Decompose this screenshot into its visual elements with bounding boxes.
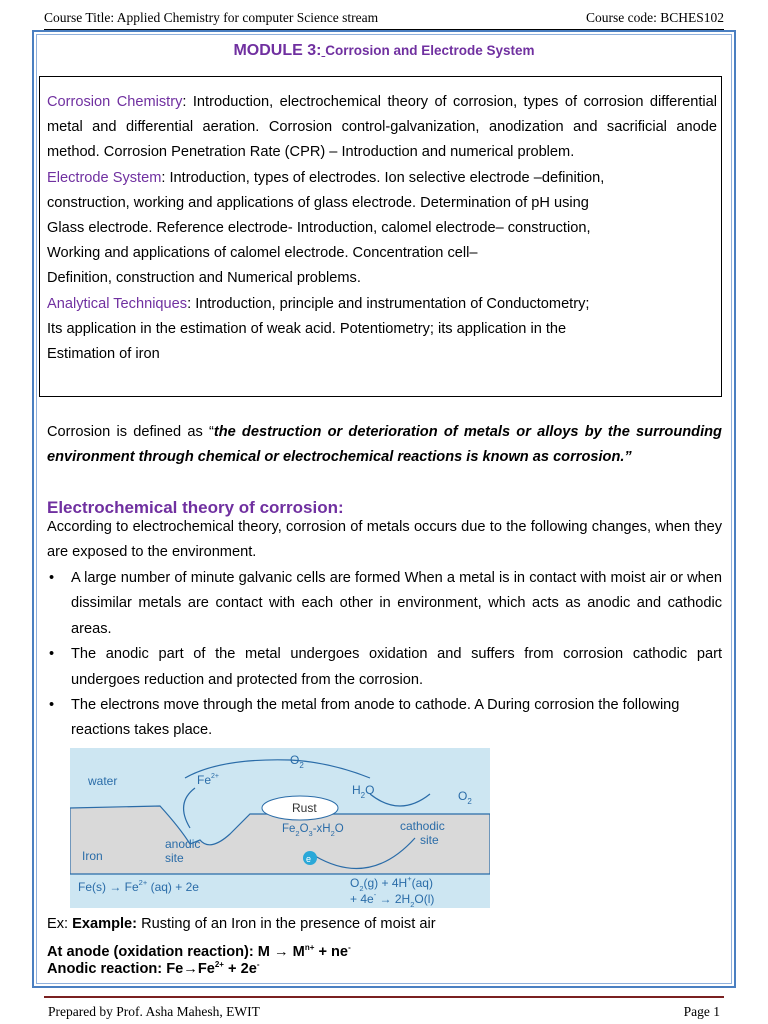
aeq-rest: (aq) + 2e (147, 880, 199, 894)
label-rust: Rust (292, 801, 317, 815)
ceq2-lead: + 4e (350, 892, 374, 906)
label-anodic: anodic (165, 837, 201, 851)
o2-sub: 2 (299, 761, 304, 770)
ox-sub1: 2 (295, 829, 300, 838)
bullet-item (47, 693, 722, 744)
electrode-text-2: construction, working and applications of glass electrode. Determination of pH using (47, 194, 589, 211)
ceq1-plus: + (407, 874, 412, 883)
anodic-rest: + 2e (223, 960, 257, 977)
corrosion-chemistry-label: Corrosion Chemistry (47, 94, 183, 110)
corrosion-diagram (70, 748, 490, 908)
module-number: MODULE 3: (233, 42, 322, 59)
electrode-text-3: Glass electrode. Reference electrode- Introduction, calomel electrode– construction, (47, 220, 591, 237)
analytical-techniques-label: Analytical Techniques (47, 295, 188, 312)
ceq2-end: O(l) (414, 892, 435, 906)
section-heading: Electrochemical theory of corrosion: (47, 498, 344, 517)
module-title (0, 42, 768, 60)
page-header (44, 8, 724, 30)
o2-base: O (290, 753, 300, 767)
h2o-o: O (365, 783, 375, 797)
course-title: Course Title: Applied Chemistry for computer Science stream (44, 10, 379, 25)
syllabus-electrode (47, 166, 717, 292)
prepared-by: Prepared by Prof. Asha Mahesh, EWIT (48, 1004, 260, 1019)
anodic-lead: Anodic reaction: Fe→Fe (47, 960, 215, 977)
ox-mid: -xH (312, 823, 331, 835)
anode-rest: + ne (314, 943, 349, 960)
page-number: Page 1 (683, 1004, 720, 1019)
syllabus-corrosion (47, 90, 717, 166)
anodic-minus: - (256, 960, 260, 969)
ceq2-sub: 2 (410, 900, 415, 908)
corrosion-definition (47, 420, 722, 471)
bullet-text: The anodic part of the metal undergoes oxidation and suffers from corrosion cathodic part undergoes reduction and protected from the corrosion. (71, 646, 722, 688)
anode-equation (78, 878, 199, 894)
syllabus-analytical (47, 292, 717, 368)
syllabus-text (47, 90, 717, 367)
electrode-text-4: Working and applications of calomel electrode. Concentration cell– (47, 245, 478, 262)
cathode-equation-2 (350, 890, 434, 908)
ox-o: O (299, 823, 309, 835)
ceq1-end: (aq) (411, 876, 433, 890)
bullet-item (47, 642, 722, 693)
label-cathodic-site: site (420, 833, 439, 847)
label-water: water (88, 774, 118, 788)
aeq-sup: 2+ (138, 878, 148, 887)
anode-sup: n+ (304, 943, 315, 952)
ceq1-sub: 2 (359, 884, 364, 893)
o2r-base: O (458, 789, 468, 803)
bullet-dot: • (49, 570, 55, 586)
fe-sup: 2+ (211, 773, 219, 780)
ceq2-minus: - (373, 890, 377, 899)
example-text: Rusting of an Iron in the presence of moist air (137, 916, 436, 932)
electrode-system-label: Electrode System (47, 169, 162, 186)
course-code: Course code: BCHES102 (586, 10, 724, 25)
footer-rule (44, 996, 724, 998)
bullet-text: A large number of minute galvanic cells are formed When a metal is in contact with moist air or when dissimilar metals are contact with each other in environment, which acts as anodic and cathodic areas. (71, 570, 722, 637)
bullet-text: The electrons move through the metal from anode to cathode. A During corrosion the following reactions takes place. (71, 697, 680, 739)
anodic-reaction (47, 960, 260, 977)
theory-bullets (47, 566, 722, 744)
analytical-text-2: Its application in the estimation of weak acid. Potentiometry; its application in the (47, 320, 567, 337)
anode-lead: At anode (oxidation reaction): M → M (47, 943, 305, 960)
anodic-sup: 2+ (214, 960, 224, 969)
definition-lead: Corrosion is defined as “ (47, 424, 214, 440)
fe-base: Fe (197, 773, 212, 787)
label-iron: Iron (82, 849, 103, 863)
h2o-h: H (352, 783, 361, 797)
ceq2-rest: → 2H (376, 892, 411, 906)
definition-emphasis: the destruction or deterioration of metals or alloys by the surrounding environment through chemical or electrochemical reactions is known as corrosion.” (47, 424, 722, 466)
bullet-dot: • (49, 697, 55, 714)
ox-sub3: 2 (330, 829, 335, 838)
example-label: Example: (72, 916, 138, 932)
ceq1-rest: (g) + 4H (363, 876, 408, 890)
ox-sub2: 3 (308, 829, 313, 838)
example-prefix: Ex: (47, 916, 73, 932)
anode-reaction (47, 943, 351, 960)
label-anodic-site: site (165, 851, 184, 865)
aeq-lead: Fe(s) → Fe (78, 880, 139, 894)
bullet-dot: • (49, 646, 55, 663)
ox-fe: Fe (282, 823, 296, 835)
module-subtitle: Corrosion and Electrode System (325, 43, 535, 58)
o2r-sub: 2 (467, 797, 472, 806)
section-intro: According to electrochemical theory, corrosion of metals occurs due to the following changes, when they are exposed to the environment. (47, 519, 722, 561)
electrode-text-1: : Introduction, types of electrodes. Ion selective electrode –definition, (161, 169, 605, 186)
analytical-text-1: : Introduction, principle and instrumentation of Conductometry; (187, 295, 590, 312)
electrode-text-5: Definition, construction and Numerical problems. (47, 270, 361, 287)
h2o-sub: 2 (360, 791, 366, 800)
analytical-text-3: Estimation of iron (47, 346, 160, 363)
corrosion-chemistry-text: : Introduction, electrochemical theory of corrosion, types of corrosion differential metal and differential aeration. Corrosion control-galvanization, anodization and sacrificial anode method. Corrosion Penetration Rate (CPR) – Introduction and numerical problem. (47, 94, 718, 161)
ceq1-o: O (350, 876, 360, 890)
anode-minus: - (348, 943, 351, 952)
label-cathodic: cathodic (400, 819, 445, 833)
ox-end: O (334, 823, 344, 835)
bullet-item (47, 566, 722, 642)
label-e: e (306, 854, 312, 864)
example-line (47, 916, 436, 932)
